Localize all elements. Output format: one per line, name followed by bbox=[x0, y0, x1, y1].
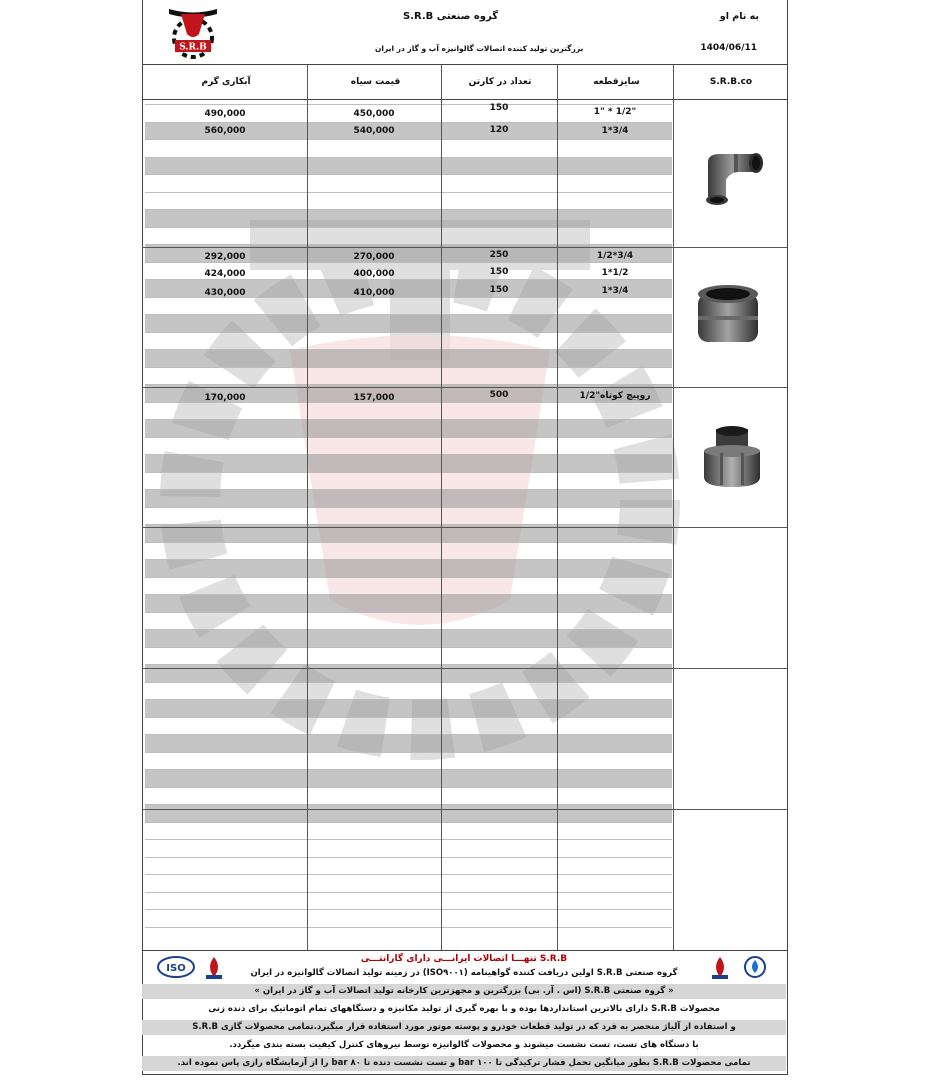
row-divider bbox=[145, 857, 672, 858]
iso-icon bbox=[156, 955, 196, 979]
elbow-fitting-image bbox=[690, 140, 770, 210]
col-carton: تعداد در کارتن bbox=[442, 65, 558, 100]
carton-count: 250 bbox=[489, 250, 509, 260]
header bbox=[143, 0, 787, 65]
water-company-icon bbox=[740, 955, 770, 981]
part-size: روپیچ کوتاه"1/2 bbox=[579, 391, 651, 401]
row-stripe bbox=[145, 630, 672, 647]
guarantee-banner: S.R.B تنهـــا اتصالات ایرانـــی دارای گارانتـــی bbox=[360, 954, 568, 964]
row-stripe bbox=[145, 595, 672, 612]
carton-count: 120 bbox=[489, 125, 509, 135]
black-price: 400,000 bbox=[353, 269, 395, 279]
row-stripe bbox=[145, 158, 672, 175]
gas-company-icon bbox=[708, 955, 732, 981]
row-stripe bbox=[145, 560, 672, 577]
row-divider bbox=[145, 927, 672, 928]
footer-line: محصولات S.R.B دارای بالاترین استانداردها بوده و با بهره گیری از تولید مکانیزه و دستگاههای تمام اتوماتیک برای دنده زنی bbox=[208, 1004, 720, 1014]
row-divider bbox=[145, 437, 672, 438]
footer-line: با دستگاه های تست، تست نشست میشوند و محصولات گالوانیزه توسط نیروهای کنترل کیفیت بسته بندی میگردد. bbox=[229, 1040, 699, 1050]
hot-dip-price: 170,000 bbox=[204, 393, 246, 403]
row-divider bbox=[145, 612, 672, 613]
col-black-price: قیمت سیاه bbox=[309, 65, 442, 100]
row-divider bbox=[145, 682, 672, 683]
section-divider bbox=[142, 809, 787, 810]
row-stripe bbox=[145, 735, 672, 752]
row-stripe bbox=[145, 700, 672, 717]
black-price: 157,000 bbox=[353, 393, 395, 403]
col-hot-dip: آبکاری گرم bbox=[143, 65, 309, 100]
carton-count: 500 bbox=[489, 390, 509, 400]
carton-count: 150 bbox=[489, 267, 509, 277]
col-brand: S.R.B.co bbox=[675, 65, 787, 100]
row-stripe bbox=[145, 350, 672, 367]
in-name-heading: به نام او bbox=[719, 11, 759, 22]
part-size: 1*1/2 bbox=[601, 268, 629, 278]
row-divider bbox=[145, 192, 672, 193]
row-divider bbox=[145, 787, 672, 788]
grid-line bbox=[673, 65, 674, 950]
row-divider bbox=[145, 139, 672, 140]
reducer-coupling-image bbox=[692, 280, 764, 350]
srb-logo bbox=[161, 6, 225, 60]
hot-dip-price: 560,000 bbox=[204, 126, 246, 136]
part-size: 1*3/4 bbox=[601, 286, 629, 296]
company-subtitle: بزرگترین تولید کننده اتصالات گالوانیزه آب و گاز در ایران bbox=[375, 44, 584, 53]
hex-nipple-image bbox=[700, 425, 764, 491]
footer-line: تمامی محصولات S.R.B بطور میانگین تحمل فشار ترکیدگی تا ۱۰۰ bar و تست نشست دنده تا ۸۰ bar را از آزمایشگاه رازی پاس نموده اند. bbox=[177, 1058, 751, 1068]
black-price: 540,000 bbox=[353, 126, 395, 136]
row-divider bbox=[145, 892, 672, 893]
row-divider bbox=[145, 227, 672, 228]
part-size: 1*3/4 bbox=[601, 126, 629, 136]
row-divider bbox=[145, 367, 672, 368]
black-price: 270,000 bbox=[353, 252, 395, 262]
carton-count: 150 bbox=[489, 285, 509, 295]
grid-line bbox=[307, 65, 308, 950]
row-divider bbox=[145, 752, 672, 753]
row-stripe bbox=[145, 770, 672, 787]
footer bbox=[142, 950, 788, 1075]
footer-line: « گروه صنعتی S.R.B (اس . آر. بی) بزرگترین و مجهزترین کارخانه تولید اتصالات آب و گاز در ایران » bbox=[254, 986, 674, 996]
section-divider bbox=[142, 527, 787, 528]
row-divider bbox=[145, 874, 672, 875]
section-divider bbox=[142, 247, 673, 248]
black-price: 410,000 bbox=[353, 288, 395, 298]
row-divider bbox=[145, 262, 672, 263]
footer-line: و استفاده از آلیاژ منحصر به فرد که در تولید قطعات خودرو و پوسته موتور مورد استفاده قرار میگیرد.تمامی محصولات گازی S.R.B bbox=[192, 1022, 736, 1032]
row-stripe bbox=[145, 315, 672, 332]
row-stripe bbox=[145, 455, 672, 472]
logo-text: S.R.B bbox=[179, 42, 207, 53]
row-divider bbox=[145, 647, 672, 648]
hot-dip-price: 424,000 bbox=[204, 269, 246, 279]
row-divider bbox=[145, 909, 672, 910]
row-divider bbox=[145, 839, 672, 840]
col-size: سایزقطعه bbox=[558, 65, 675, 100]
row-divider bbox=[145, 174, 672, 175]
row-stripe bbox=[145, 210, 672, 227]
gas-company-icon bbox=[202, 955, 226, 981]
section-divider bbox=[142, 668, 787, 669]
row-divider bbox=[145, 472, 672, 473]
hot-dip-price: 430,000 bbox=[204, 288, 246, 298]
grid-line bbox=[441, 65, 442, 950]
row-stripe bbox=[145, 490, 672, 507]
row-divider bbox=[145, 104, 672, 105]
date: 1404/06/11 bbox=[700, 43, 757, 53]
row-divider bbox=[145, 822, 672, 823]
hot-dip-price: 490,000 bbox=[204, 109, 246, 119]
grid-line bbox=[557, 65, 558, 950]
row-stripe bbox=[145, 420, 672, 437]
row-divider bbox=[145, 507, 672, 508]
black-price: 450,000 bbox=[353, 109, 395, 119]
footer-line: گروه صنعتی S.R.B اولین دریافت کننده گواهینامه (ISO۹۰۰۱) در زمینه تولید اتصالات گالوانیزه در ایران bbox=[250, 968, 678, 978]
section-divider bbox=[142, 387, 787, 388]
section-divider bbox=[673, 247, 787, 248]
row-divider bbox=[145, 717, 672, 718]
row-stripe bbox=[145, 805, 672, 822]
iso-label: ISO bbox=[166, 963, 186, 974]
row-divider bbox=[145, 332, 672, 333]
carton-count: 150 bbox=[489, 103, 509, 113]
part-size: 1" * 1/2" bbox=[593, 107, 637, 117]
hot-dip-price: 292,000 bbox=[204, 252, 246, 262]
part-size: 1/2*3/4 bbox=[596, 251, 634, 261]
company-title: گروه صنعتی S.R.B bbox=[403, 11, 499, 22]
row-divider bbox=[145, 577, 672, 578]
row-divider bbox=[145, 542, 672, 543]
